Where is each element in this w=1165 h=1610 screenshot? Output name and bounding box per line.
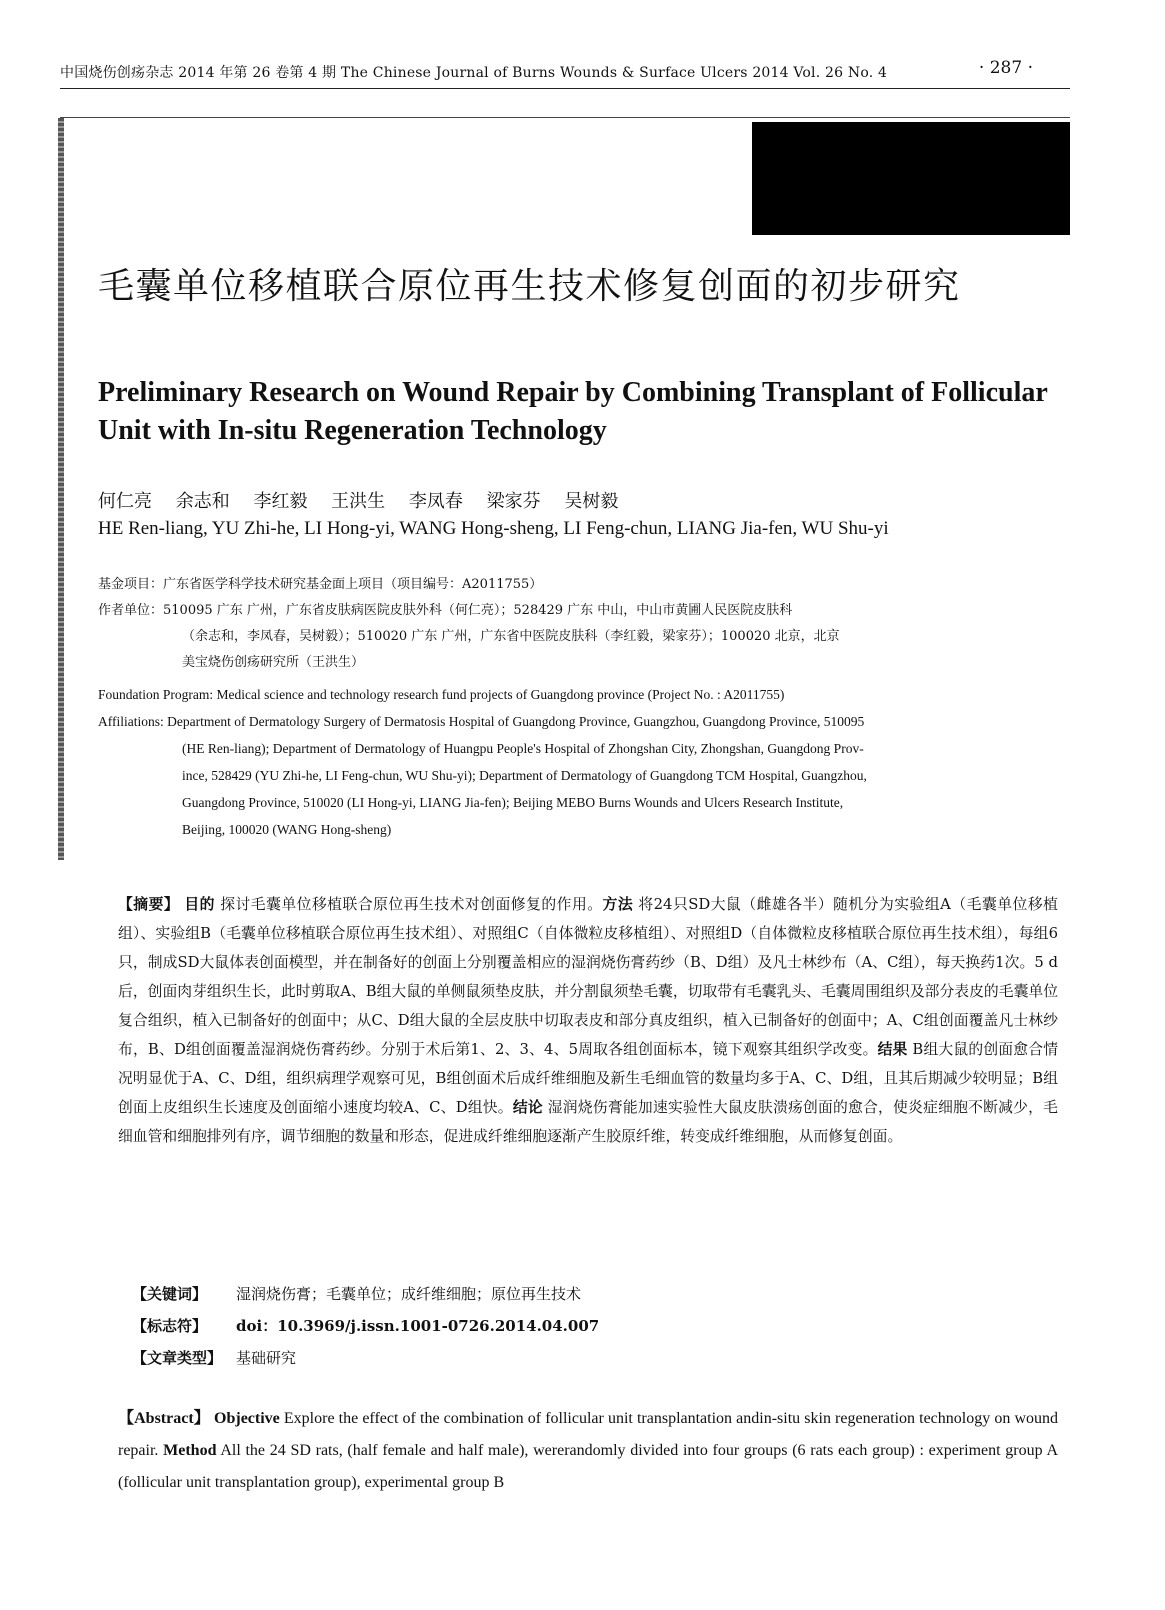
meta-cn	[98, 572, 1058, 676]
affil-en-line-1	[98, 708, 1058, 735]
affil-en-line-4: Guangdong Province, 510020 (LI Hong-yi, LIANG Jia-fen); Beijing MEBO Burns Wounds and Ulcers Research Institute,	[182, 795, 844, 810]
conclusion-cn-label: 结论	[512, 1099, 543, 1116]
doi: doi：10.3969/j.issn.1001-0726.2014.04.007	[236, 1317, 600, 1335]
side-bar-decoration	[58, 118, 64, 860]
result-cn: B组大鼠的创面愈合情况明显优于A、C、D组，组织病理学观察可见，B组创面术后成纤维细胞及新生毛细血管的数量均多于A、C、D组，且其后期减少较明显；B组创面上皮组织生长速度及创面缩小速度均较A、C、D组快。	[118, 1041, 1058, 1116]
objective-cn-label: 目的	[184, 896, 215, 913]
method-en: All the 24 SD rats, (half female and half male), wererandomly divided into four groups (6 rats each group) : experiment group A (follicular unit transplantation group), experimental group B	[118, 1442, 1059, 1491]
fund-en: Foundation Program: Medical science and technology research fund projects of Guangdong province (Project No. : A2011755)	[98, 687, 785, 702]
journal-header: 中国烧伤创疡杂志 2014 年第 26 卷第 4 期 The Chinese Journal of Burns Wounds & Surface Ulcers 2014 Vol. 26 No. 4	[60, 65, 888, 81]
abstract-en	[118, 1403, 1058, 1499]
title-cn: 毛囊单位移植联合原位再生技术修复创面的初步研究	[98, 266, 961, 307]
keywords-label: 【关键词】	[132, 1285, 208, 1303]
abstract-cn-label: 【摘要】	[118, 896, 180, 913]
fund-cn-line	[98, 572, 1058, 598]
doi-row	[132, 1310, 599, 1342]
affil-cn-line-2: （余志和，李凤春，吴树毅）；510020 广东 广州，广东省中医院皮肤科（李红毅，梁家芬）；100020 北京，北京	[182, 629, 840, 644]
objective-en: Explore the effect of the combination of follicular unit transplantation andin-situ skin regeneration technology on wound repair.	[118, 1410, 1059, 1459]
page-number: · 287 ·	[978, 58, 1033, 78]
keywords: 湿润烧伤膏；毛囊单位；成纤维细胞；原位再生技术	[236, 1285, 582, 1303]
affil-en-line-3: ince, 528429 (YU Zhi-he, LI Feng-chun, WU Shu-yi); Department of Dermatology of Guangdong TCM Hospital, Guangzhou,	[182, 768, 867, 783]
article-type-row	[132, 1342, 599, 1374]
affil-cn-line-1	[98, 598, 1058, 624]
objective-cn: 探讨毛囊单位移植联合原位再生技术对创面修复的作用。	[220, 896, 603, 913]
authors-en: HE Ren-liang, YU Zhi-he, LI Hong-yi, WANG Hong-sheng, LI Feng-chun, LIANG Jia-fen, WU Shu-yi	[98, 518, 889, 539]
keywords-row	[132, 1278, 599, 1310]
method-en-label: Method	[163, 1442, 217, 1459]
affil-en-line-5: Beijing, 100020 (WANG Hong-sheng)	[182, 822, 392, 837]
affil-cn-label: 作者单位：	[98, 603, 164, 618]
authors-cn: 何仁亮 余志和 李红毅 王洪生 李凤春 梁家芬 吴树毅	[98, 491, 619, 512]
objective-en-label: Objective	[214, 1410, 280, 1427]
affil-en-label: Affiliations:	[98, 714, 168, 729]
redacted-block	[752, 122, 1070, 235]
fund-cn: 广东省医学科学技术研究基金面上项目（项目编号：A2011755）	[163, 577, 543, 592]
affil-cn-line-3: 美宝烧伤创疡研究所（王洪生）	[182, 655, 365, 670]
method-cn-label: 方法	[602, 896, 634, 913]
result-cn-label: 结果	[877, 1041, 908, 1058]
header-rule	[60, 88, 1070, 89]
top-rule	[60, 117, 1070, 118]
conclusion-cn: 湿润烧伤膏能加速实验性大鼠皮肤溃疡创面的愈合，使炎症细胞不断减少，毛细血管和细胞排列有序，调节细胞的数量和形态，促进成纤维细胞逐渐产生胶原纤维，转变成纤维细胞，从而修复创面。	[118, 1099, 1058, 1145]
article-type-label: 【文章类型】	[132, 1349, 223, 1367]
meta-en	[98, 681, 1058, 843]
keywords-block	[132, 1278, 599, 1374]
fund-cn-label: 基金项目：	[98, 577, 164, 592]
article-type: 基础研究	[236, 1349, 297, 1367]
abstract-cn	[118, 890, 1058, 1151]
affil-en-text-1: Department of Dermatology Surgery of Dermatosis Hospital of Guangdong Province, Guangzhou, Guangdong Province, 510095	[167, 714, 865, 729]
abstract-en-label: 【Abstract】	[118, 1410, 210, 1427]
affil-en-line-2: (HE Ren-liang); Department of Dermatology of Huangpu People's Hospital of Zhongshan City, Zhongshan, Guangdong Prov-	[182, 741, 864, 756]
title-en: Preliminary Research on Wound Repair by Combining Transplant of Follicular Unit with In-situ Regeneration Technology	[98, 377, 1048, 446]
doi-label: 【标志符】	[132, 1317, 208, 1335]
affil-cn-text-1: 510095 广东 广州，广东省皮肤病医院皮肤外科（何仁亮）；528429 广东 中山，中山市黄圃人民医院皮肤科	[163, 603, 793, 618]
method-cn: 将24只SD大鼠（雌雄各半）随机分为实验组A（毛囊单位移植组）、实验组B（毛囊单位移植联合原位再生技术组）、对照组C（自体微粒皮移植组）、对照组D（自体微粒皮移植联合原位再生技术组），每组6只，制成SD大鼠体表创面模型，并在制备好的创面上分别覆盖相应的湿润烧伤膏药纱（B、D组）及凡士林纱布（A、C组），每天换药1次。5 d后，创面肉芽组织生长，此时剪取A、B组大鼠的单侧鼠须垫皮肤，并分割鼠须垫毛囊，切取带有毛囊乳头、毛囊周围组织及部分表皮的毛囊单位复合组织，植入已制备好的创面中；从C、D组大鼠的全层皮肤中切取表皮和部分真皮组织，植入已制备好的创面中；A、C组创面覆盖凡士林纱布，B、D组创面覆盖湿润烧伤膏药纱。分别于术后第1、2、3、4、5周取各组创面标本，镜下观察其组织学改变。	[118, 896, 1058, 1058]
